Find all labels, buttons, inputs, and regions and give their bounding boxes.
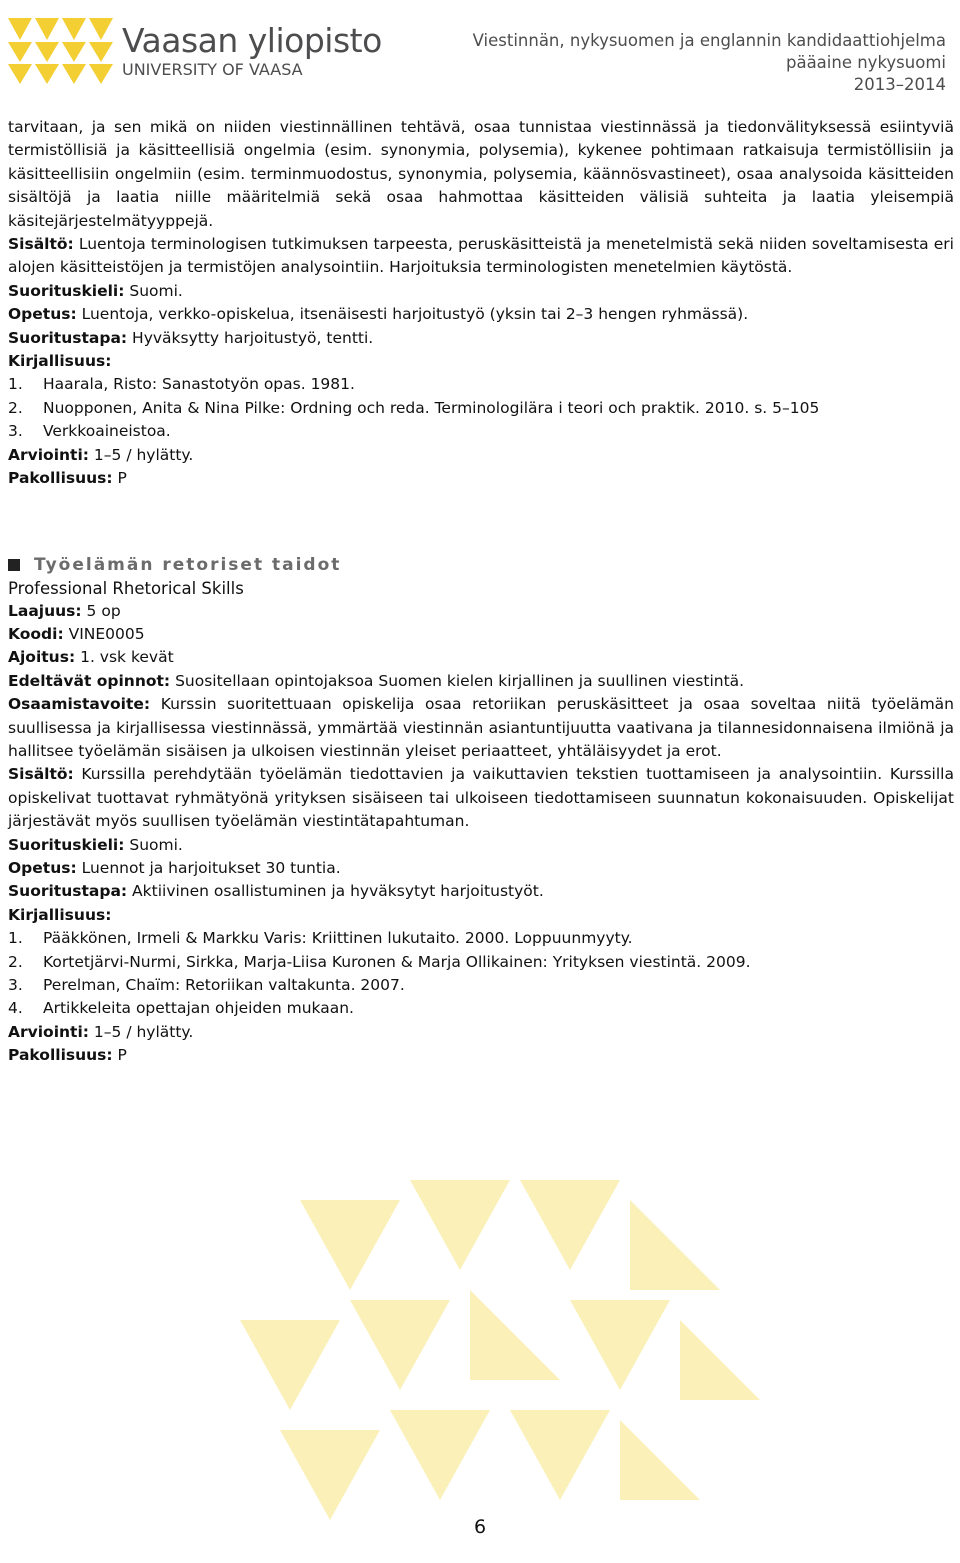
course2-arviointi [8, 1021, 954, 1044]
course1-suoritustapa [8, 327, 954, 350]
list-text: Haarala, Risto: Sanastotyön opas. 1981. [43, 375, 355, 394]
page-content [8, 116, 954, 1068]
list-number: 3. [8, 976, 23, 994]
course2-ajoitus [8, 646, 954, 669]
program-info [473, 30, 946, 96]
list-item [8, 397, 954, 420]
field-label: Arviointi: [8, 1022, 89, 1041]
list-number: 1. [8, 375, 23, 394]
course1-sisalto [8, 233, 954, 280]
course1-literature-list [8, 373, 954, 443]
course1-arviointi [8, 444, 954, 467]
field-value: Suomi. [129, 281, 183, 300]
list-text: Pääkkönen, Irmeli & Markku Varis: Kriittinen lukutaito. 2000. Loppuunmyyty. [43, 929, 633, 948]
field-value: Luentoja, verkko-opiskelua, itsenäisesti harjoitustyö (yksin tai 2–3 hengen ryhmässä). [81, 305, 749, 324]
course2-title [8, 553, 954, 577]
course-title-text: Työelämän retoriset taidot [34, 554, 342, 575]
list-item [8, 951, 954, 974]
list-text: Perelman, Chaïm: Retoriikan valtakunta. 2007. [43, 976, 405, 994]
field-label: Sisältö: [8, 235, 74, 254]
field-value: P [117, 1046, 127, 1065]
list-number: 4. [8, 999, 23, 1018]
course2-opetus [8, 857, 954, 880]
field-label: Suorituskieli: [8, 835, 125, 854]
list-item [8, 373, 954, 396]
list-item [8, 927, 954, 950]
field-value: Kurssin suoritettuaan opiskelija osaa retoriikan peruskäsitteet ja osaa soveltaa niitä työelämän suullisessa ja kirjallisessa viestinnässä, ymmärtää viestinnän asiantuntijuutta vaativana ja tilannesidonnaisena ilmiönä ja hallitsee työelämän sisäisen ja ulkoisen viestinnän yleiset periaatteet, yhtäläisyydet ja erot. [8, 695, 954, 760]
course2-osaamistavoite [8, 693, 954, 763]
page-number: 6 [473, 1516, 487, 1538]
course2-laajuus [8, 600, 954, 623]
logo-name-fi: Vaasan yliopisto [122, 21, 382, 60]
field-value: Hyväksytty harjoitustyö, tentti. [132, 328, 374, 347]
list-number: 1. [8, 929, 23, 948]
field-label: Ajoitus: [8, 648, 76, 667]
list-item [8, 420, 954, 443]
field-value: 1. vsk kevät [80, 648, 174, 667]
list-item [8, 997, 954, 1020]
field-label: Osaamistavoite: [8, 695, 151, 714]
list-text: Verkkoaineistoa. [43, 422, 171, 441]
page-header [0, 0, 960, 100]
university-logo-icon [8, 18, 114, 84]
field-value: 1–5 / hylätty. [93, 1022, 194, 1041]
logo-name-en: UNIVERSITY OF VAASA [122, 60, 303, 79]
field-value: Aktiivinen osallistuminen ja hyväksytyt harjoitustyöt. [132, 882, 544, 901]
list-number: 3. [8, 422, 23, 441]
course2-pakollisuus [8, 1044, 954, 1067]
course2-kirjallisuus-label: Kirjallisuus: [8, 905, 112, 924]
list-number: 2. [8, 398, 23, 417]
field-label: Edeltävät opinnot: [8, 671, 171, 690]
course1-suorituskieli [8, 280, 954, 303]
course1-pakollisuus [8, 467, 954, 490]
field-label: Pakollisuus: [8, 469, 113, 488]
list-item [8, 974, 954, 997]
program-title: Viestinnän, nykysuomen ja englannin kandidaattiohjelma [472, 31, 946, 50]
list-text: Artikkeleita opettajan ohjeiden mukaan. [43, 999, 354, 1018]
list-text: Kortetjärvi-Nurmi, Sirkka, Marja-Liisa Kuronen & Marja Ollikainen: Yrityksen viestintä. 2009. [43, 952, 751, 971]
field-value: Luennot ja harjoitukset 30 tuntia. [81, 858, 341, 877]
field-value: Luentoja terminologisen tutkimuksen tarpeesta, peruskäsitteistä ja menetelmistä sekä niiden soveltamisesta eri alojen käsitteistöjen ja termistöjen analysointiin. Harjoituksia terminologisten menetelmien käytöstä. [8, 235, 954, 277]
field-label: Opetus: [8, 305, 77, 324]
field-value: VINE0005 [68, 624, 145, 643]
field-label: Opetus: [8, 858, 77, 877]
field-label: Pakollisuus: [8, 1046, 113, 1065]
field-value: Suositellaan opintojaksoa Suomen kielen kirjallinen ja suullinen viestintä. [175, 671, 745, 690]
field-value: P [117, 469, 127, 488]
logo-wordmark [122, 22, 382, 79]
program-major: pääaine nykysuomi [785, 53, 946, 72]
field-value: 1–5 / hylätty. [93, 445, 194, 464]
list-text: Nuopponen, Anita & Nina Pilke: Ordning och reda. Terminologilära i teori och praktik. 2010. s. 5–105 [43, 398, 820, 417]
course1-opetus [8, 303, 954, 326]
square-bullet-icon [8, 559, 20, 571]
list-number: 2. [8, 952, 23, 971]
program-years: 2013–2014 [853, 75, 946, 94]
course1-kirjallisuus-label: Kirjallisuus: [8, 352, 112, 371]
field-label: Arviointi: [8, 445, 89, 464]
intro-paragraph: tarvitaan, ja sen mikä on niiden viestinnällinen tehtävä, osaa tunnistaa viestinnässä ja tiedonvälityksessä esiintyviä termistöllisiä ja käsitteellisiä ongelmia (esim. synonymia, polysemia), kykenee pohtimaan ratkaisuja termistöllisiin ja käsitteellisiin ongelmiin (esim. terminmuodostus, synonymia, polysemia, käännösvastineet), osaa analysoida käsitteiden sisältöjä ja laatia niille määritelmiä sekä osaa hahmottaa käsitteiden välisiä suhteita ja laatia yleisempiä käsitejärjestelmätyyppejä. [8, 118, 954, 230]
course2-edeltavat [8, 670, 954, 693]
field-value: Kurssilla perehdytään työelämän tiedottavien ja vaikuttavien tekstien tuottamiseen ja analysointiin. Kurssilla opiskelivat tuottavat ryhmätyönä yrityksen sisäiseen tai ulkoiseen tiedottamiseen suunnatun kokonaisuuden. Opiskelijat järjestävät myös suullisen työelämän viestintätapahtuman. [8, 765, 954, 831]
field-label: Laajuus: [8, 601, 82, 620]
field-label: Suorituskieli: [8, 281, 125, 300]
course2-koodi [8, 623, 954, 646]
field-value: 5 op [86, 601, 121, 620]
course2-literature-list [8, 927, 954, 1021]
field-label: Sisältö: [8, 765, 74, 784]
field-label: Suoritustapa: [8, 882, 128, 901]
field-value: Suomi. [129, 835, 183, 854]
course2-suorituskieli [8, 834, 954, 857]
field-label: Koodi: [8, 624, 64, 643]
course2-subtitle: Professional Rhetorical Skills [8, 578, 244, 598]
course2-suoritustapa [8, 880, 954, 903]
watermark-triangles [180, 1120, 780, 1560]
course2-sisalto [8, 763, 954, 833]
field-label: Suoritustapa: [8, 328, 128, 347]
